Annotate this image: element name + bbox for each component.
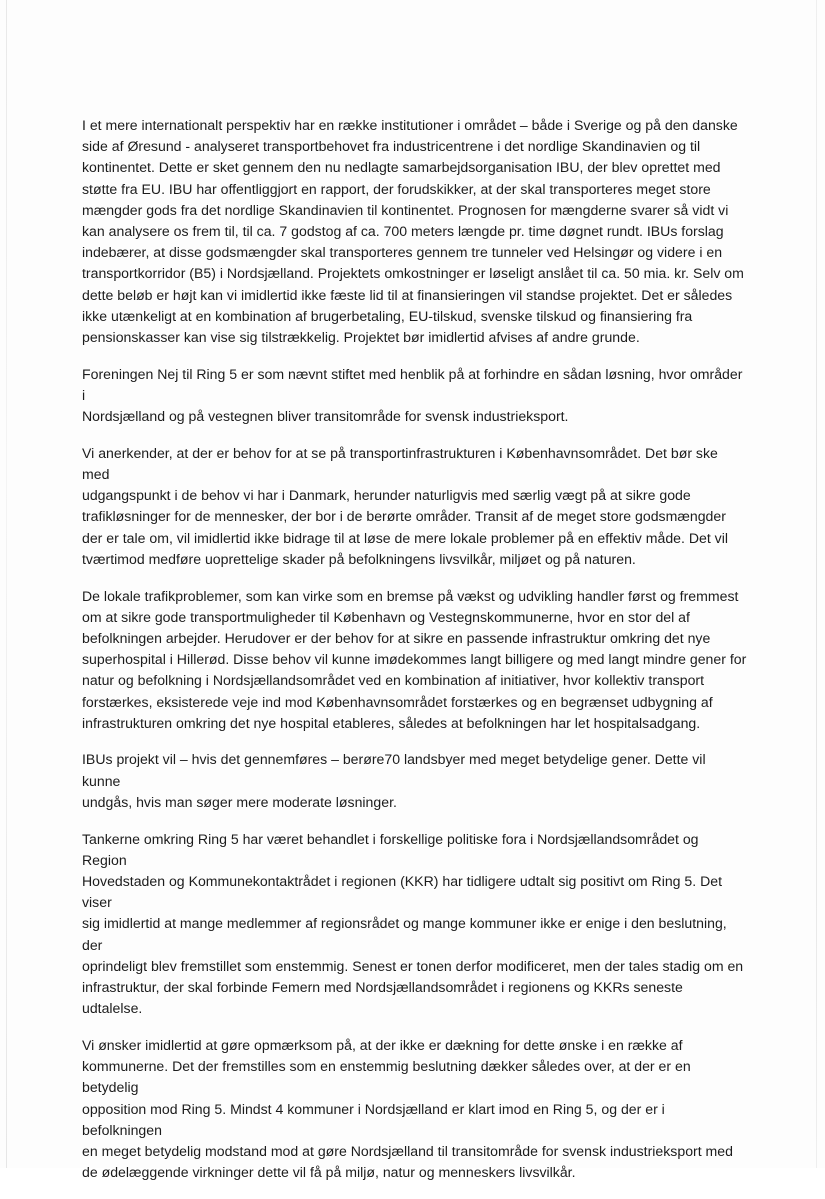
scan-edge-right [816, 0, 817, 1168]
text-line: støtte fra EU. IBU har offentliggjort en rapport, der forudskikker, at der skal transporteres meget store [82, 180, 711, 197]
text-line: befolkningen arbejder. Herudover er der behov for at sikre en passende infrastruktur omkring det nye [82, 629, 711, 646]
text-line: Tankerne omkring Ring 5 har været behandlet i forskellige politiske fora i Nordsjællandsområdet og Region [82, 830, 699, 868]
scan-edge-left [6, 0, 7, 1168]
paragraph-ibu-report [82, 115, 747, 348]
paragraph-infrastructure-needs [82, 443, 747, 570]
text-line: ikke utænkeligt at en kombination af brugerbetaling, EU-tilskud, svenske tilskud og finansiering fra [82, 307, 693, 324]
text-line: mængder gods fra det nordlige Skandinavien til kontinentet. Prognosen for mængderne svarer så vidt vi [82, 201, 729, 218]
text-line: infrastrukturen omkring det nye hospital etableres, således at befolkningen har let hospitalsadgang. [82, 714, 701, 731]
text-line: pensionskasser kan vise sig tilstrækkelig. Projektet bør imidlertid afvises af andre grunde. [82, 329, 640, 346]
paragraph-villages-affected [82, 749, 747, 813]
text-line: der er tale om, vil imidlertid ikke bidrage til at løse de mere lokale problemer på en effektiv måde. Det vil [82, 529, 728, 546]
text-line: side af Øresund - analyseret transportbehovet fra industricentrene i det nordlige Skandinavien og til [82, 138, 701, 155]
text-line: dette beløb er højt kan vi imidlertid ikke fæste lid til at finansieringen vil standse projektet. Det er således [82, 286, 733, 303]
text-line: undgås, hvis man søger mere moderate løsninger. [82, 793, 397, 810]
text-line: Foreningen Nej til Ring 5 er som nævnt stiftet med henblik på at forhindre en sådan løsning, hvor områder i [82, 365, 743, 403]
text-line: kontinentet. Dette er sket gennem den nu nedlagte samarbejdsorganisation IBU, der blev oprettet med [82, 159, 721, 176]
text-line: forstærkes, eksisterede veje ind mod Københavnsområdet forstærkes og en begrænset udbygning af [82, 693, 713, 710]
text-line: indebærer, at disse godsmængder skal transporteres gennem tre tunneler ved Helsingør og videre i en [82, 244, 723, 261]
paragraph-local-traffic [82, 586, 747, 734]
text-line: superhospital i Hillerød. Disse behov vil kunne imødekommes langt billigere og med langt mindre gener for [82, 651, 747, 668]
text-line: opposition mod Ring 5. Mindst 4 kommuner i Nordsjælland er klart imod en Ring 5, og der er i befolkningen [82, 1100, 665, 1138]
text-line: Hovedstaden og Kommunekontaktrådet i regionen (KKR) har tidligere udtalt sig positivt om Ring 5. Det viser [82, 873, 723, 911]
text-line: en meget betydelig modstand mod at gøre Nordsjælland til transitområde for svensk industrieksport med [82, 1142, 733, 1159]
text-line: kan analysere os frem til, til ca. 7 godstog af ca. 700 meters længde pr. time døgnet rundt. IBUs forslag [82, 223, 724, 240]
text-line: kommunerne. Det der fremstilles som en enstemmig beslutning dækker således over, at der er en betydelig [82, 1058, 691, 1096]
text-line: Nordsjælland og på vestegnen bliver transitområde for svensk industrieksport. [82, 408, 569, 425]
text-line: oprindeligt blev fremstillet som enstemmig. Senest er tonen derfor modificeret, men der tales stadig om en [82, 957, 744, 974]
text-line: De lokale trafikproblemer, som kan virke som en bremse på vækst og udvikling handler først og fremmest [82, 587, 739, 604]
paragraph-association-purpose [82, 364, 747, 428]
text-line: trafikløsninger for de mennesker, der bor i de berørte områder. Transit af de meget store godsmængder [82, 508, 726, 525]
text-line: natur og befolkning i Nordsjællandsområdet ved en kombination af initiativer, hvor kollektiv transport [82, 672, 705, 689]
text-line: tværtimod medføre uoprettelige skader på befolkningens livsvilkår, miljøet og på naturen. [82, 550, 636, 567]
text-line: om at sikre gode transportmuligheder til København og Vestegnskommunerne, hvor en stor del af [82, 608, 690, 625]
text-line: IBUs projekt vil – hvis det gennemføres – berøre70 landsbyer med meget betydelige gener. Dette vil kunne [82, 751, 706, 789]
paragraph-opposition [82, 1035, 747, 1183]
text-line: de ødelæggende virkninger dette vil få på miljø, natur og menneskers livsvilkår. [82, 1164, 576, 1181]
body-text [82, 115, 747, 1199]
text-line: sig imidlertid at mange medlemmer af regionsrådet og mange kommuner ikke er enige i den beslutning, der [82, 915, 727, 953]
text-line: Vi anerkender, at der er behov for at se på transportinfrastrukturen i Københavnsområdet. Det bør ske med [82, 444, 718, 483]
text-line: udgangspunkt i de behov vi har i Danmark, herunder naturligvis med særlig vægt på at sikre gode [82, 487, 691, 504]
text-line: I et mere internationalt perspektiv har en række institutioner i området – både i Sverige og på den danske [82, 117, 738, 133]
text-line: transportkorridor (B5) i Nordsjælland. Projektets omkostninger er løseligt anslået til ca. 50 mia. kr. Selv om [82, 265, 744, 282]
text-line: infrastruktur, der skal forbinde Femern med Nordsjællandsområdet i regionens og KKRs seneste udtalelse. [82, 979, 683, 1017]
text-line: Vi ønsker imidlertid at gøre opmærksom på, at der ikke er dækning for dette ønske i en række af [82, 1036, 683, 1053]
paragraph-political-fora [82, 829, 747, 1020]
